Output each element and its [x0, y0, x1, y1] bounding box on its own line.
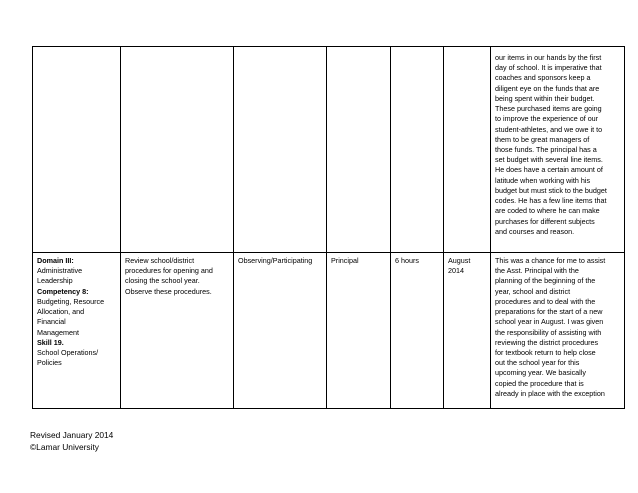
domain-text: Leadership	[37, 276, 73, 286]
reflection-cell	[491, 47, 625, 253]
date-cell	[444, 253, 491, 409]
competency-label: Competency 8:	[37, 286, 89, 296]
reflection-line: These purchased items are going	[495, 104, 602, 114]
reflection-line: the responsibility of assisting with	[495, 327, 602, 337]
reflection-line: year, school and district	[495, 286, 571, 296]
reflection-line: them to be great managers of	[495, 134, 590, 144]
skill-text: Policies	[37, 358, 62, 368]
reflection-line: to improve the experience of our	[495, 114, 599, 124]
reflection-line: latitude when working with his	[495, 175, 591, 185]
reflection-line: This was a chance for me to assist	[495, 256, 606, 265]
domain-label: Domain III:	[37, 256, 74, 265]
competency-cell	[33, 47, 121, 253]
role-cell	[234, 253, 327, 409]
role-cell	[234, 47, 327, 253]
activity-line: closing the school year.	[125, 276, 200, 286]
mentor-cell	[327, 253, 391, 409]
skill-label: Skill 19.	[37, 337, 64, 347]
domain-text: Administrative	[37, 266, 83, 276]
reflection-line: the Asst. Principal with the	[495, 266, 579, 276]
competency-text: Budgeting, Resource	[37, 296, 105, 306]
reflection-line: copied the procedure that is	[495, 378, 584, 388]
reflection-line: being spent within their budget.	[495, 93, 595, 103]
competency-cell	[33, 253, 121, 409]
table-row	[33, 253, 625, 409]
internship-log-table	[32, 46, 625, 409]
reflection-line: procedures and to deal with the	[495, 296, 596, 306]
hours-cell	[391, 47, 444, 253]
reflection-line: student-athletes, and we owe it to	[495, 124, 603, 134]
table-row	[33, 47, 625, 253]
reflection-line: our items in our hands by the first	[495, 53, 602, 62]
footer-revision: Revised January 2014	[30, 430, 114, 440]
reflection-line: school year in August. I was given	[495, 317, 604, 327]
date-cell	[444, 47, 491, 253]
reflection-line: for textbook return to help close	[495, 347, 596, 357]
reflection-line: diligent eye on the funds that are	[495, 83, 600, 93]
date-line: August	[448, 256, 471, 265]
reflection-line: planning of the beginning of the	[495, 276, 596, 286]
reflection-line: coaches and sponsors keep a	[495, 73, 591, 83]
hours-cell	[391, 253, 444, 409]
hours-text: 6 hours	[395, 256, 419, 265]
activity-line: Review school/district	[125, 256, 195, 265]
reflection-line: budget but must stick to the budget	[495, 185, 607, 195]
reflection-line: those funds. The principal has a	[495, 144, 597, 154]
reflection-line: He does have a certain amount of	[495, 165, 603, 175]
competency-text: Management	[37, 327, 79, 337]
page-footer	[30, 429, 113, 453]
footer-copyright: ©Lamar University	[30, 442, 99, 453]
mentor-text: Principal	[331, 256, 359, 265]
reflection-cell	[491, 253, 625, 409]
mentor-cell	[327, 47, 391, 253]
reflection-line: are coded to where he can make	[495, 206, 600, 216]
activity-cell	[121, 253, 234, 409]
reflection-line: upcoming year. We basically	[495, 368, 586, 378]
date-line: 2014	[448, 266, 464, 276]
reflection-line: day of school. It is imperative that	[495, 63, 602, 73]
reflection-line: purchases for different subjects	[495, 216, 595, 226]
skill-text: School Operations/	[37, 347, 99, 357]
reflection-line: reviewing the district procedures	[495, 337, 599, 347]
activity-line: Observe these procedures.	[125, 286, 212, 296]
activity-line: procedures for opening and	[125, 266, 213, 276]
reflection-line: out the school year for this	[495, 358, 580, 368]
competency-text: Financial	[37, 317, 66, 327]
activity-cell	[121, 47, 234, 253]
reflection-line: already in place with the exception	[495, 388, 605, 398]
reflection-line: and courses and reason.	[495, 226, 575, 236]
competency-text: Allocation, and	[37, 307, 85, 317]
role-text: Observing/Participating	[238, 256, 313, 265]
reflection-line: set budget with several line items.	[495, 155, 603, 165]
reflection-line: preparations for the start of a new	[495, 307, 603, 317]
reflection-line: codes. He has a few line items that	[495, 196, 607, 206]
